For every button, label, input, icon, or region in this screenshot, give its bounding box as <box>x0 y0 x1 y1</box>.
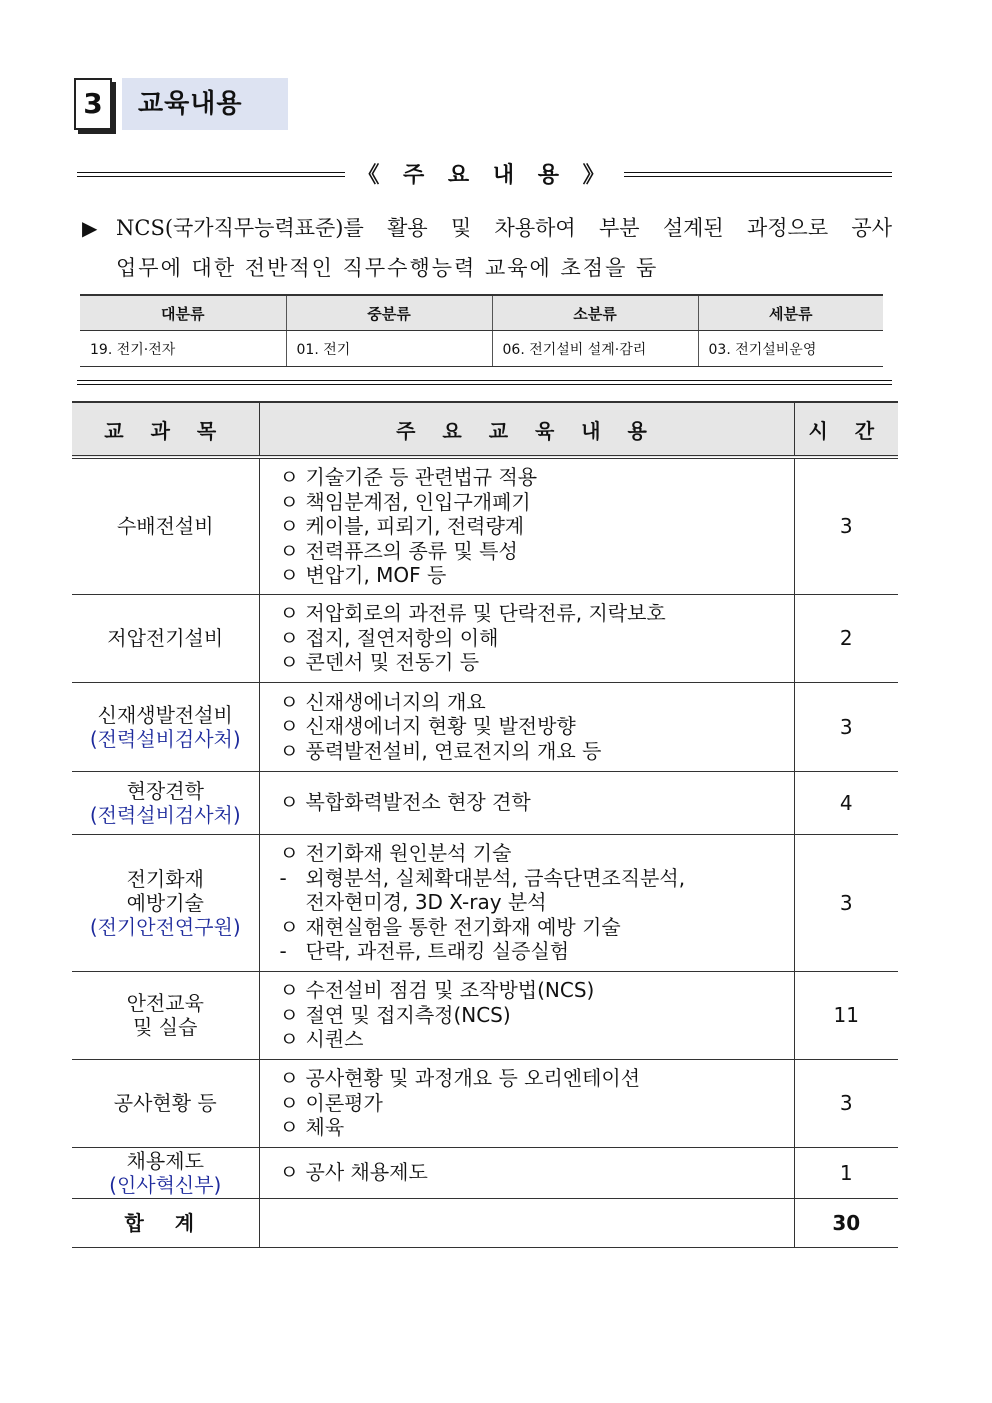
table-row <box>72 1147 898 1198</box>
table-row <box>72 834 898 971</box>
subject-name: 현장견학 <box>126 778 204 803</box>
organization-label: (인사혁신부) <box>109 1172 222 1197</box>
intro-line-2: 업무에 대한 전반적인 직무수행능력 교육에 초점을 둠 <box>116 256 659 280</box>
intro-line-1: NCS(국가직무능력표준)를 활용 및 차용하여 부분 설계된 과정으로 공사 <box>116 216 892 240</box>
subject-name: 신재생발전설비 <box>97 702 233 727</box>
list-item: ㅇ 이론평가 <box>279 1090 383 1115</box>
list-item: ㅇ 전기화재 원인분석 기술 <box>279 841 512 866</box>
organization-label: (전력설비검사처) <box>89 726 241 751</box>
list-item: - 단락, 과전류, 트래킹 실증실험 <box>279 939 570 964</box>
subject-name: 안전교육 및 실습 <box>126 991 204 1039</box>
content-cell <box>259 1147 794 1198</box>
list-item: ㅇ 접지, 절연저항의 이해 <box>279 625 499 650</box>
table-row <box>72 971 898 1059</box>
list-item: ㅇ 케이블, 피뢰기, 전력량계 <box>279 514 525 538</box>
subject-cell <box>72 1059 259 1147</box>
ncs-classification-table <box>80 294 883 367</box>
subject-cell <box>72 971 259 1059</box>
content-cell <box>259 594 794 682</box>
curriculum-table <box>72 401 898 1248</box>
organization-label: (전력설비검사처) <box>89 802 241 827</box>
organization-label: (전기안전연구원) <box>89 914 241 939</box>
subject-cell <box>72 834 259 971</box>
hours-cell: 4 <box>794 771 898 834</box>
list-item: ㅇ 책임분계점, 인입구개폐기 <box>279 489 531 514</box>
ncs-detail: 03. 전기설비운영 <box>698 331 883 367</box>
table-row <box>72 457 898 594</box>
content-cell <box>259 457 794 594</box>
ncs-header-row <box>80 295 883 331</box>
subtitle-rule-left <box>77 172 345 177</box>
content-cell <box>259 1059 794 1147</box>
list-item: ㅇ 시퀀스 <box>279 1027 364 1052</box>
subject-cell <box>72 682 259 771</box>
list-item: ㅇ 재현실험을 통한 전기화재 예방 기술 <box>279 914 621 939</box>
subject-name: 전기화재 예방기술 <box>126 866 204 915</box>
subtitle: 《 주 요 내 용 》 <box>357 162 613 188</box>
subject-cell <box>72 594 259 682</box>
hours-cell: 3 <box>794 1059 898 1147</box>
subject-name: 채용제도 <box>126 1148 204 1173</box>
list-item: ㅇ 공사현황 및 과정개요 등 오리엔테이션 <box>279 1066 641 1091</box>
ncs-minor: 06. 전기설비 설계·감리 <box>492 331 698 367</box>
subtitle-rule-right <box>624 172 892 177</box>
list-item: ㅇ 복합화력발전소 현장 견학 <box>279 790 531 815</box>
ncs-header-major: 대분류 <box>80 295 286 331</box>
content-cell <box>259 682 794 771</box>
table-row <box>72 1059 898 1147</box>
list-item: ㅇ 신재생에너지 현황 및 발전방향 <box>279 714 576 739</box>
list-item: ㅇ 체육 <box>279 1115 345 1140</box>
header-content: 주 요 교 육 내 용 <box>259 402 794 457</box>
header-subject: 교 과 목 <box>72 402 259 457</box>
list-item: - 외형분석, 실체확대분석, 금속단면조직분석, <box>279 865 686 890</box>
total-label: 합 계 <box>72 1198 259 1247</box>
hours-cell: 1 <box>794 1147 898 1198</box>
header-hours: 시 간 <box>794 402 898 457</box>
hours-cell: 3 <box>794 834 898 971</box>
list-item: ㅇ 절연 및 접지측정(NCS) <box>279 1002 511 1027</box>
subject-name: 저압전기설비 <box>107 626 224 650</box>
section-title: 교육내용 <box>122 78 288 130</box>
table-row <box>72 771 898 834</box>
total-hours: 30 <box>794 1198 898 1247</box>
ncs-major: 19. 전기·전자 <box>80 331 286 367</box>
section-number: 3 <box>74 78 112 130</box>
list-item: ㅇ 변압기, MOF 등 <box>279 563 447 587</box>
content-cell <box>259 771 794 834</box>
list-item: ㅇ 기술기준 등 관련법규 적용 <box>279 465 538 489</box>
section-divider <box>77 380 892 385</box>
table-row <box>72 682 898 771</box>
list-item: ㅇ 전력퓨즈의 종류 및 특성 <box>279 538 518 563</box>
content-cell <box>259 971 794 1059</box>
ncs-row <box>80 331 883 367</box>
total-empty-cell <box>259 1198 794 1247</box>
list-item: ㅇ 풍력발전설비, 연료전지의 개요 등 <box>279 738 602 763</box>
hours-cell: 11 <box>794 971 898 1059</box>
subject-cell <box>72 1147 259 1198</box>
triangle-bullet-icon: ▶ <box>82 216 98 240</box>
list-item: 전자현미경, 3D X-ray 분석 <box>305 890 547 915</box>
list-item: ㅇ 콘덴서 및 전동기 등 <box>279 650 480 675</box>
list-item: ㅇ 수전설비 점검 및 조작방법(NCS) <box>279 978 595 1003</box>
subject-name: 공사현황 등 <box>113 1091 217 1115</box>
content-cell <box>259 834 794 971</box>
ncs-header-middle: 중분류 <box>286 295 492 331</box>
subject-name: 수배전설비 <box>116 514 214 539</box>
list-item: ㅇ 저압회로의 과전류 및 단락전류, 지락보호 <box>279 601 666 626</box>
ncs-middle: 01. 전기 <box>286 331 492 367</box>
subject-cell <box>72 771 259 834</box>
ncs-header-minor: 소분류 <box>492 295 698 331</box>
hours-cell: 2 <box>794 594 898 682</box>
table-row <box>72 594 898 682</box>
curriculum-header-row <box>72 402 898 457</box>
list-item: ㅇ 신재생에너지의 개요 <box>279 689 486 714</box>
subject-cell <box>72 457 259 594</box>
list-item: ㅇ 공사 채용제도 <box>279 1160 428 1185</box>
hours-cell: 3 <box>794 457 898 594</box>
ncs-header-detail: 세분류 <box>698 295 883 331</box>
total-row <box>72 1198 898 1247</box>
hours-cell: 3 <box>794 682 898 771</box>
